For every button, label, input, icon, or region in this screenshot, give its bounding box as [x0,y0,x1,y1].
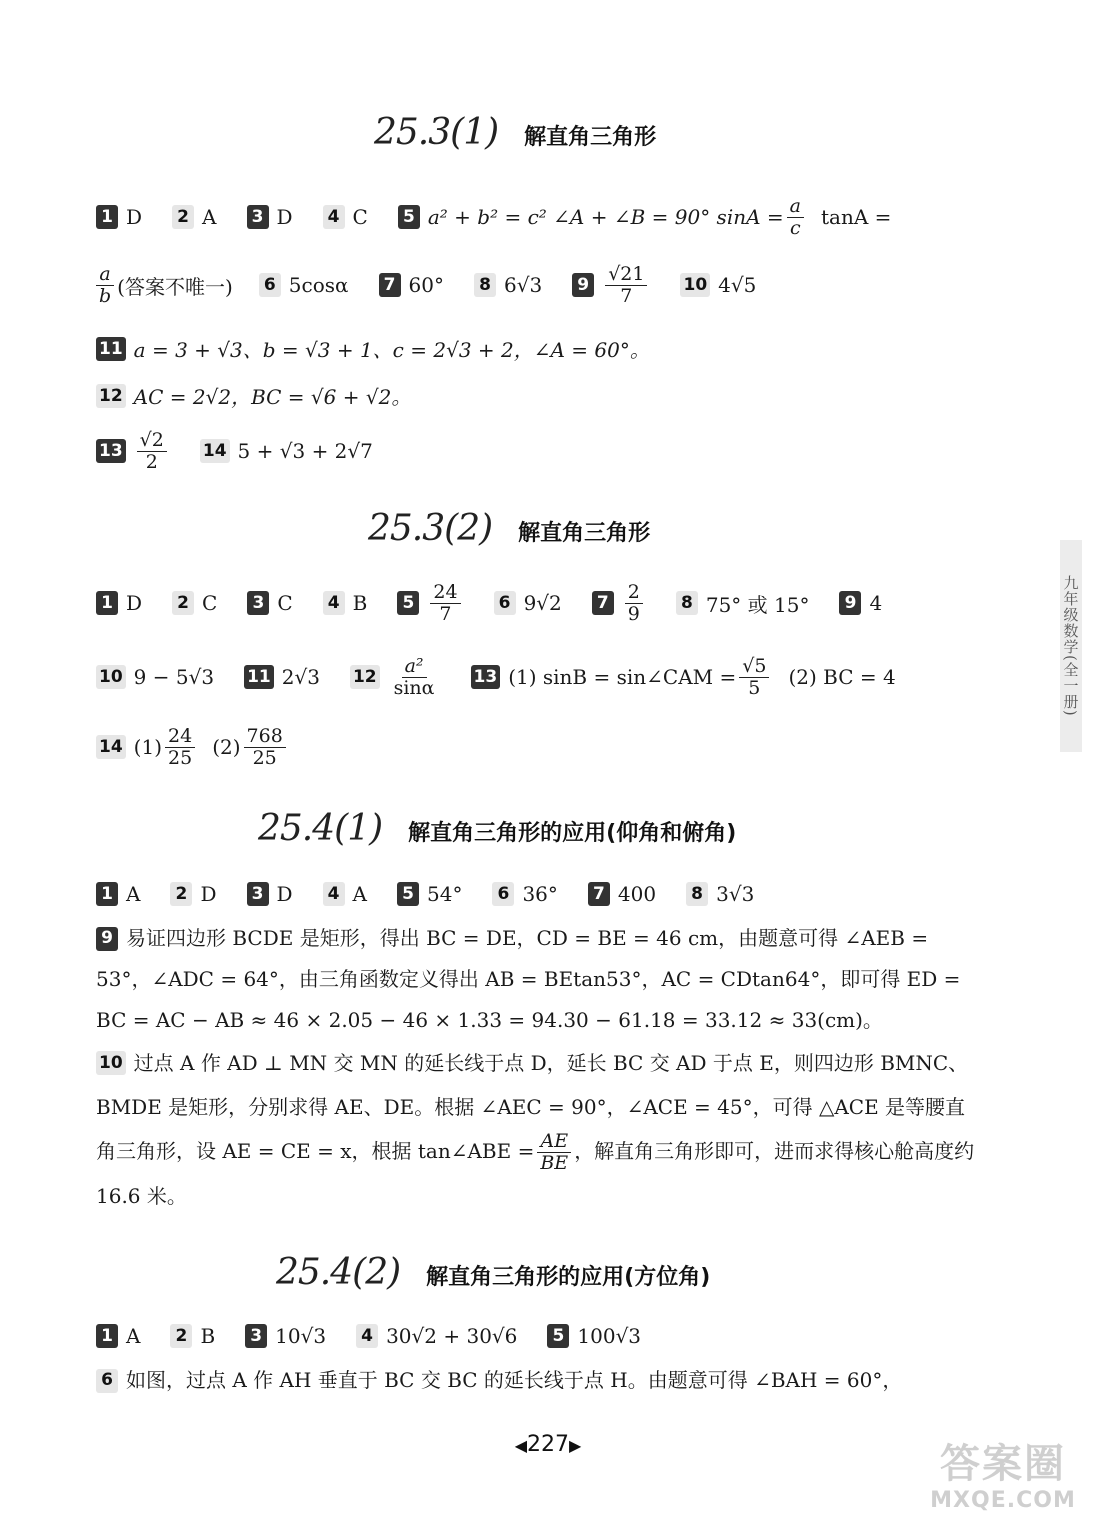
section-number: 25.3(2) [368,508,493,549]
answer-item: 4 30√2 + 30√6 [356,1324,517,1348]
answer-item: 11 2√3 [244,665,320,689]
answer-item: 10 9 − 5√3 [96,665,214,689]
answer-item: 3 10√3 [245,1324,326,1348]
page-number: ◀227▶ [514,1432,582,1457]
answer-item: 7 400 [588,882,656,906]
question-number-badge: 4 [356,1324,378,1348]
answer-line [96,1324,671,1348]
question-number-badge: 2 [172,591,194,615]
answer-item [592,582,646,625]
answer-item: 4 A [323,882,367,906]
question-number-badge: 6 [259,273,281,297]
fraction: $\frac{a}{b}$ [96,264,114,307]
fraction: $\frac{a}{c}$ [787,196,804,239]
question-number-badge: 9 [572,273,594,297]
question-number-badge: 1 [96,591,118,615]
answer-paragraph-9: 9 易证四边形 BCDE 是矩形，得出 BC = DE，CD = BE = 46 cm，由题意可得 ∠AEB = 53°，∠ADC = 64°，由三角函数定义得出 AB = BEtan53°，AC = CDtan64°，即可得 ED = BC = AC − AB ≈ 46 × 2.05 − 46 × 1.33 = 94.30 − 61.18 = 33.12 ≈ 33(cm)。 [96,926,961,1032]
question-number-badge: 7 [592,591,614,615]
answer-item: 5 a² + b² = c² ∠A + ∠B = 90° sinA = $\frac{a}{c}$ tanA = [398,196,892,239]
section-title: 解直角三角形的应用(仰角和俯角) [408,821,737,846]
answer-item: $\frac{a}{b}$ (答案不唯一) [96,264,233,307]
fraction: $\frac{\text{a²}}{\sin\alpha}$ [393,655,435,699]
answer-item: 3 C [247,591,292,615]
fraction: $\frac{√5}{5}$ [739,656,769,699]
question-number-badge: 2 [170,882,192,906]
question-number-badge: 7 [379,273,401,297]
question-number-badge: 1 [96,205,118,229]
fraction: $\frac{768}{25}$ [244,726,286,769]
side-label: 九年级数学(全一册) [1061,575,1080,717]
question-number-badge: 3 [247,591,269,615]
section-header-25-4-2 [276,1252,710,1293]
answer-item: 2 D [170,882,216,906]
answer-line [96,726,319,769]
fraction: $\frac{√21}{7}$ [605,264,647,307]
answer-item: 1 A [96,882,140,906]
answer-item: 2 C [172,591,217,615]
fraction: $\frac{2}{9}$ [625,582,643,625]
section-title: 解直角三角形的应用(方位角) [426,1265,711,1290]
question-number-badge: 10 [96,1051,126,1075]
section-title: 解直角三角形 [524,125,657,150]
question-number-badge: 12 [350,665,380,689]
answer-line [96,582,882,625]
watermark-url: MXQE.COM [930,1488,1076,1513]
question-number-badge: 6 [494,591,516,615]
section-number: 25.3(1) [374,112,499,153]
question-number-badge: 5 [397,591,419,615]
answer-item: 5 54° [397,882,462,906]
answer-item: 12 AC = 2√2，BC = √6 + √2。 [96,381,411,410]
question-number-badge: 6 [492,882,514,906]
answer-line [96,334,680,363]
question-number-badge: 11 [96,337,126,361]
question-number-badge: 14 [96,735,126,759]
fraction: $\frac{AE}{BE}$ [537,1131,571,1174]
question-number-badge: 13 [96,439,126,463]
answer-item: 3 D [247,882,293,906]
answer-item: 8 6√3 [474,273,542,297]
question-number-badge: 13 [471,665,501,689]
answer-item [96,430,170,473]
question-number-badge: 9 [96,927,118,951]
question-number-badge: 4 [323,591,345,615]
answer-line [96,264,786,307]
answer-item: 5 100√3 [547,1324,641,1348]
answer-item: 1 D [96,205,142,229]
answer-item: 8 75° 或 15° [676,589,810,618]
section-title: 解直角三角形 [518,521,651,546]
question-number-badge: 6 [96,1369,118,1393]
triangle-left-icon: ◀ [514,1436,527,1455]
watermark-logo: 答案圈 [940,1441,1066,1487]
question-number-badge: 2 [172,205,194,229]
answer-item: 8 3√3 [686,882,754,906]
question-number-badge: 5 [397,882,419,906]
question-number-badge: 3 [245,1324,267,1348]
triangle-right-icon: ▶ [569,1436,582,1455]
question-number-badge: 2 [170,1324,192,1348]
answer-paragraph-6: 6 如图，过点 A 作 AH 垂直于 BC 交 BC 的延长线于点 H。由题意可得 ∠BAH = 60°， [96,1360,976,1401]
side-tab [1060,540,1082,752]
fraction: $\frac{√2}{2}$ [137,430,167,473]
question-number-badge: 10 [680,273,710,297]
question-number-badge: 5 [398,205,420,229]
question-number-badge: 1 [96,1324,118,1348]
watermark [918,1440,1088,1530]
section-number: 25.4(2) [276,1252,401,1293]
answer-line [96,381,441,410]
section-number: 25.4(1) [258,808,383,849]
answer-item: 7 60° [379,273,444,297]
question-number-badge: 3 [247,882,269,906]
section-header-25-4-1 [258,808,736,849]
question-number-badge: 1 [96,882,118,906]
answer-item: 3 D [247,205,293,229]
question-number-badge: 3 [247,205,269,229]
question-number-badge: 8 [676,591,698,615]
section-header-25-3-2 [368,508,650,549]
question-number-badge: 7 [588,882,610,906]
answer-item: 10 4√5 [680,273,756,297]
answer-item: 6 5cosα [259,273,349,297]
answer-line [96,882,784,906]
answer-item: 11 a = 3 + √3、b = √3 + 1、c = 2√3 + 2，∠A = 60°。 [96,334,650,363]
answer-item: 13 (1) sinB = sin∠CAM = $\frac{√5}{5}$ (2) BC = 4 [471,656,896,699]
answer-line [96,656,896,699]
answer-item: 9 4 [839,591,882,615]
answer-line [96,196,891,239]
answer-item: 2 B [170,1324,215,1348]
section-header-25-3-1 [374,112,656,153]
question-number-badge: 14 [200,439,230,463]
answer-item: 1 A [96,1324,140,1348]
question-number-badge: 4 [323,882,345,906]
answer-paragraph-10: 10 过点 A 作 AD ⊥ MN 交 MN 的延长线于点 D，延长 BC 交 AD 于点 E，则四边形 BMNC、BMDE 是矩形，分别求得 AE、DE。根据 ∠AEC = 90°，∠ACE = 45°，可得 △ACE 是等腰直角三角形，设 AE = CE = x，根据 tan∠ABE = $\frac{AE}{BE}$ ，解直角三角形即可，进而求得核心舱高度约 16.6 米。 [96,1051,975,1208]
question-number-badge: 10 [96,665,126,689]
question-number-badge: 4 [323,205,345,229]
fraction: $\frac{24}{7}$ [430,582,460,625]
answer-item: 14 5 + √3 + 2√7 [200,439,373,463]
answer-line [96,430,403,473]
answer-item [397,582,463,625]
question-number-badge: 8 [686,882,708,906]
question-number-badge: 12 [96,384,126,408]
answer-item: 4 B [323,591,368,615]
fraction: $\frac{24}{25}$ [165,726,195,769]
answer-item: 14 (1) $\frac{24}{25}$ (2) $\frac{768}{25}$ [96,726,289,769]
answer-item: 1 D [96,591,142,615]
answer-item: 4 C [323,205,368,229]
answer-item [350,656,441,699]
answer-item: 6 36° [492,882,557,906]
question-number-badge: 8 [474,273,496,297]
question-number-badge: 11 [244,665,274,689]
question-number-badge: 9 [839,591,861,615]
answer-item: 6 9√2 [494,591,562,615]
answer-item [572,264,650,307]
question-number-badge: 5 [547,1324,569,1348]
answer-item: 2 A [172,205,216,229]
